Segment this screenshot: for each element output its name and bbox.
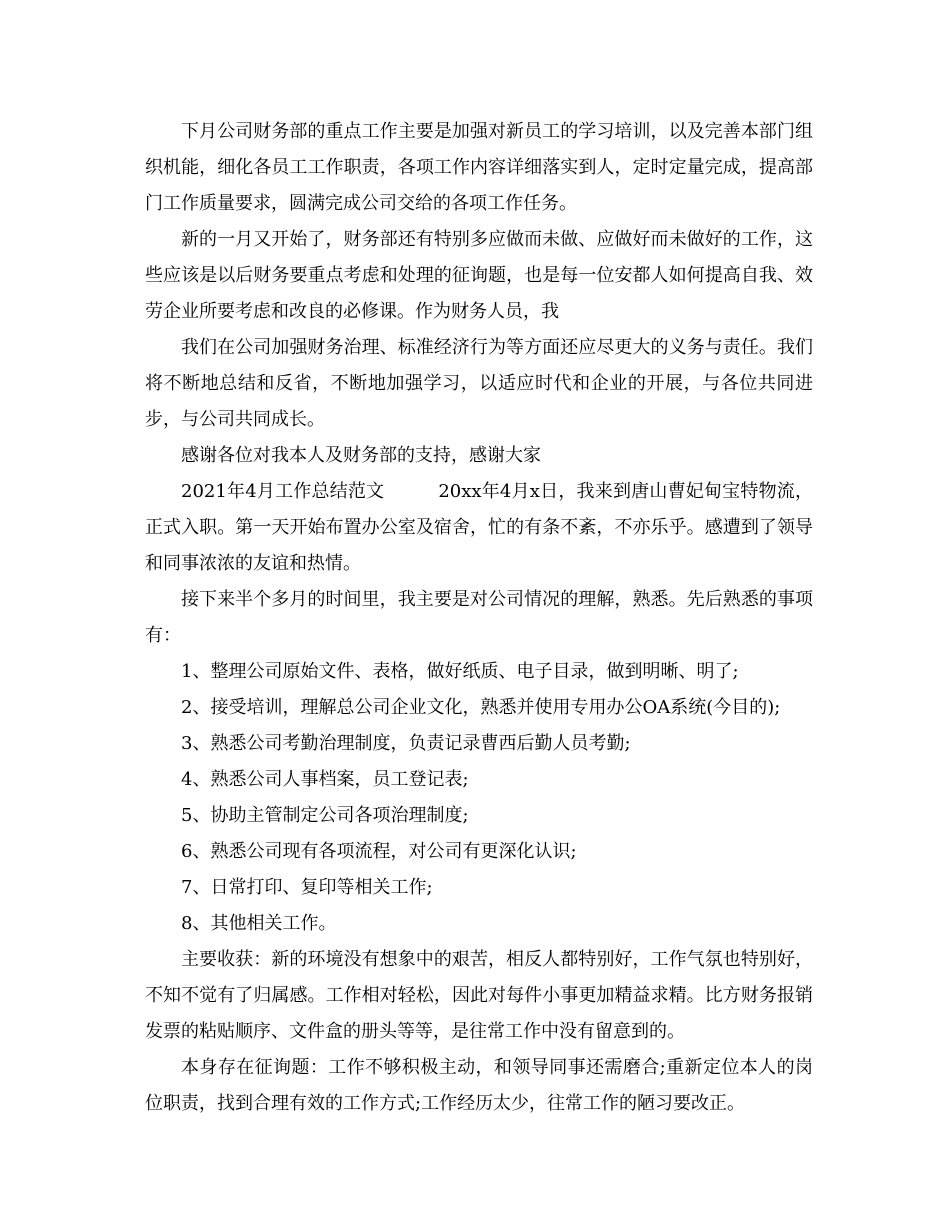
list-item: 4、熟悉公司人事档案，员工登记表;: [181, 769, 469, 790]
paragraph-finance-plan: 下月公司财务部的重点工作主要是加强对新员工的学习培训，以及完善本部门组织机能，细化各员工工作职责，各项工作内容详细落实到人，定时定量完成，提高部门工作质量要求，圆满完成公司交给的各项工作任务。: [145, 121, 813, 214]
paragraph-thanks: 感谢各位对我本人及财务部的支持，感谢大家: [181, 445, 541, 466]
summary-title: 2021年4月工作总结范文: [181, 481, 385, 502]
list-item: 7、日常打印、复印等相关工作;: [181, 877, 433, 898]
list-item: 2、接受培训，理解总公司企业文化，熟悉并使用专用办公OA系统(今目的);: [181, 697, 781, 718]
list-item: 3、熟悉公司考勤治理制度，负责记录曹西后勤人员考勤;: [181, 733, 631, 754]
paragraph-summary: [145, 474, 813, 582]
paragraph-familiarize-intro: 接下来半个多月的时间里，我主要是对公司情况的理解，熟悉。先后熟悉的事项有：: [145, 589, 813, 646]
summary-intro: 20xx年4月x日，我来到唐山曹妃甸宝特物流，正式入职。第一天开始布置办公室及宿舍，忙的有条不紊，不亦乐乎。感遭到了领导和同事浓浓的友谊和热情。: [145, 481, 814, 574]
paragraph-gains: 主要收获：新的环境没有想象中的艰苦，相反人都特别好，工作气氛也特别好，不知不觉有了归属感。工作相对轻松，因此对每件小事更加精益求精。比方财务报销发票的粘贴顺序、文件盒的册头等等，是往常工作中没有留意到的。: [145, 949, 813, 1042]
document-body: [145, 114, 813, 1122]
paragraph-responsibility: 我们在公司加强财务治理、标准经济行为等方面还应尽更大的义务与责任。我们将不断地总结和反省，不断地加强学习，以适应时代和企业的开展，与各位共同进步，与公司共同成长。: [145, 337, 813, 430]
paragraph-new-month: 新的一月又开始了，财务部还有特别多应做而未做、应做好而未做好的工作，这些应该是以后财务要重点考虑和处理的征询题，也是每一位安都人如何提高自我、效劳企业所要考虑和改良的必修课。作为财务人员，我: [145, 229, 813, 322]
list-item: 6、熟悉公司现有各项流程，对公司有更深化认识;: [181, 841, 577, 862]
list-item: 8、其他相关工作。: [181, 913, 337, 934]
list-item: 1、整理公司原始文件、表格，做好纸质、电子目录，做到明晰、明了;: [181, 661, 739, 682]
list-item: 5、协助主管制定公司各项治理制度;: [181, 805, 469, 826]
paragraph-issues: 本身存在征询题：工作不够积极主动，和领导同事还需磨合;重新定位本人的岗位职责，找到合理有效的工作方式;工作经历太少，往常工作的陋习要改正。: [145, 1057, 813, 1114]
